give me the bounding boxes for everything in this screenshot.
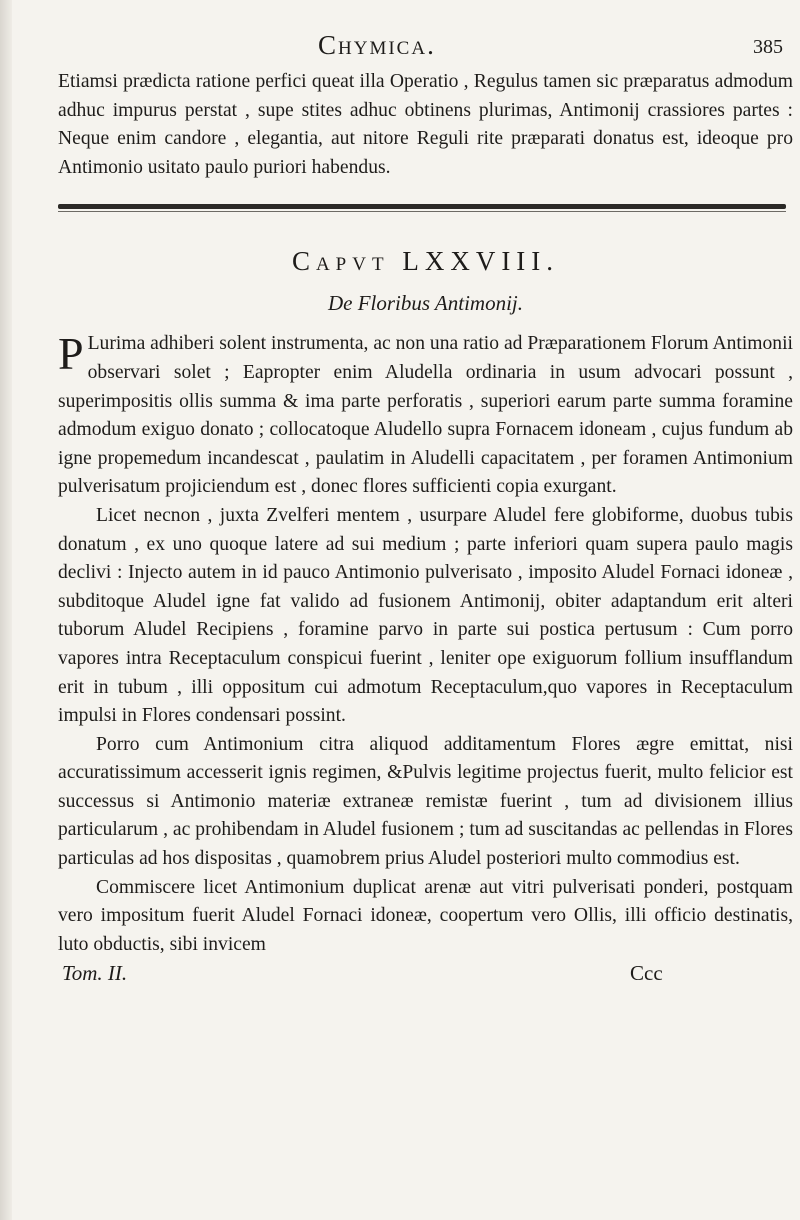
previous-chapter-text: Etiamsi prædicta ratione perfici queat illa Operatio , Regulus tamen sic præparatus admodum adhuc impurus perstat , supe stites adhuc obtinens plurimas, Antimonij crassiores partes : Neque enim candore , elegantia, aut nitore Reguli rite præparati donatus est, ideoque pro Antimonio usitato paulo puriori habendus. [58, 71, 793, 178]
page-footer [58, 961, 793, 991]
paragraph: Porro cum Antimonium citra aliquod additamentum Flores ægre emittat, nisi accuratissimum accesserit ignis regimen, &Pulvis legitime projectus fuerit, multo felicior est successus si Antimonio materiæ extraneæ remistæ fuerint , tum ad divisionem illius particularum , ac prohibendam in Aludel fusionem ; tum ad suscitandas ac pellendas in Flores particulas ad hos dispositas , quamobrem prius Aludel posteriori multo commodius est. [58, 733, 793, 870]
signature-mark: Ccc [630, 961, 663, 986]
paragraph [58, 330, 793, 502]
running-head [58, 30, 793, 68]
paragraph: Licet necnon , juxta Zvelferi mentem , usurpare Aludel fere globiforme, duobus tubis donatum , ex uno quoque latere ad sui medium ; parte inferiori quam supera paulo magis declivi : Injecto autem in id pauco Antimonio pulverisato , imposito Aludel Fornaci idoneæ , subditoque Aludel igne fat valido ad fusionem Antimonij, obiter adaptandum erit alteri tuborum Aludel Recipiens , foramine parvo in parte sui postica pertusum : Cum porro vapores intra Receptaculum conspicui fuerint , leniter ope exiguorum follium insufflandum erit in tubum , illi oppositum cui admotum Receptaculum,quo vapores in Receptaculum impulsi in Flores condensari possint. [58, 504, 793, 727]
chapter-subtitle: De Floribus Antimonij. [327, 291, 524, 316]
chapter-heading: Capvt LXXVIII. [291, 246, 560, 277]
chapter-body [58, 330, 793, 959]
running-head-title: Chymica. [318, 30, 436, 60]
paragraph: Commiscere licet Antimonium duplicat arenæ aut vitri pulverisati ponderi, postquam vero impositum fuerit Aludel Fornaci idoneæ, coopertum vero Ollis, illi officio destinatis, luto obductis, sibi invicem [58, 876, 793, 955]
paragraph-text: Lurima adhiberi solent instrumenta, ac non una ratio ad Præparationem Florum Antimonii observari solet ; Eapropter enim Aludella ordinaria in usum advocari possunt , superimpositis ollis summa & ima parte perforatis , superiori earum parte summa foramine admodum exiguo donato ; collocatoque Aludello supra Fornacem idoneam , cujus fundum ab igne propemedum incandescat , paulatim in Aludelli capacitatem , per foramen Antimonium pulverisatum projiciendum est , donec flores sufficienti copia exurgant. [58, 333, 793, 498]
page-gutter-edge [0, 0, 12, 1220]
page-number: 385 [753, 36, 783, 58]
drop-cap: P [58, 328, 84, 380]
book-page [58, 30, 793, 991]
chapter-divider-rule [58, 204, 786, 209]
chapter-divider-rule-thin [58, 211, 786, 212]
volume-marker: Tom. II. [62, 961, 128, 986]
